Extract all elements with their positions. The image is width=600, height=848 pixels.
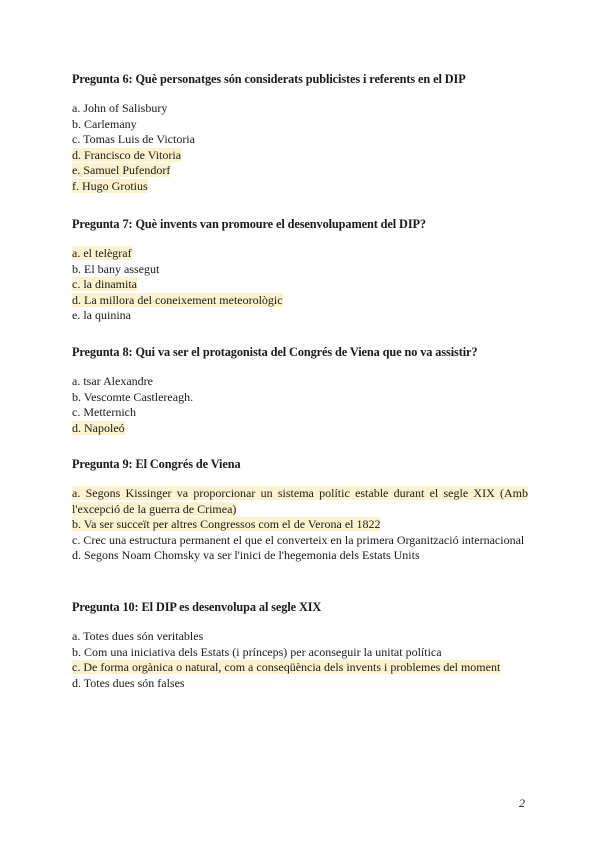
option-text-highlighted: e. Samuel Pufendorf xyxy=(72,163,171,178)
option-text: b. El bany assegut xyxy=(72,261,160,276)
option-text-highlighted: a. el telègraf xyxy=(72,246,132,260)
option-text: d. Totes dues són falses xyxy=(72,675,185,690)
option-text: b. Vescomte Castlereagh. xyxy=(72,389,194,404)
option-item xyxy=(72,293,528,309)
option-text-highlighted: f. Hugo Grotius xyxy=(72,178,148,193)
option-item xyxy=(72,421,528,437)
option-list xyxy=(72,486,528,564)
option-text: e. la quinina xyxy=(72,308,131,323)
option-text-highlighted: a. Segons Kissinger va proporcionar un sistema polític estable durant el segle XIX (Amb l'excepció de la guerra de Crimea) xyxy=(72,486,528,516)
question-title: Pregunta 9: El Congrés de Viena xyxy=(72,457,241,471)
option-item xyxy=(72,132,528,148)
option-text-highlighted: d. La millora del coneixement meteorològic xyxy=(72,292,283,307)
option-item xyxy=(72,390,528,406)
option-text: b. Com una iniciativa dels Estats (i prínceps) per aconseguir la unitat política xyxy=(72,644,442,659)
question-title: Pregunta 6: Què personatges són considerats publicistes i referents en el DIP xyxy=(72,72,466,86)
option-item xyxy=(72,308,528,324)
option-item xyxy=(72,517,528,533)
question-title: Pregunta 10: El DIP es desenvolupa al segle XIX xyxy=(72,600,322,614)
option-list xyxy=(72,246,528,324)
option-text: c. Metternich xyxy=(72,405,136,420)
question-10 xyxy=(72,600,528,691)
option-item xyxy=(72,246,528,262)
option-text: b. Carlemany xyxy=(72,116,137,131)
option-text: c. Tomas Luis de Victoria xyxy=(72,132,195,147)
option-item xyxy=(72,262,528,278)
option-item xyxy=(72,117,528,133)
option-item xyxy=(72,486,528,517)
option-item xyxy=(72,277,528,293)
option-item xyxy=(72,148,528,164)
option-item xyxy=(72,163,528,179)
question-6 xyxy=(72,72,528,195)
option-text: a. tsar Alexandre xyxy=(72,374,153,388)
option-text-highlighted: b. Va ser succeït per altres Congressos com el de Verona el 1822 xyxy=(72,517,381,532)
option-item xyxy=(72,660,528,676)
option-text: a. John of Salisbury xyxy=(72,101,168,115)
question-title: Pregunta 7: Què invents van promoure el desenvolupament del DIP? xyxy=(72,217,426,231)
option-item xyxy=(72,101,528,117)
option-text-highlighted: d. Francisco de Vitoria xyxy=(72,147,182,162)
question-8 xyxy=(72,345,528,436)
option-list xyxy=(72,374,528,436)
option-item xyxy=(72,533,528,549)
option-item xyxy=(72,629,528,645)
option-list xyxy=(72,101,528,195)
option-item xyxy=(72,405,528,421)
option-text: d. Segons Noam Chomsky va ser l'inici de l'hegemonia dels Estats Units xyxy=(72,548,420,563)
question-title: Pregunta 8: Qui va ser el protagonista del Congrés de Viena que no va assistir? xyxy=(72,345,478,359)
page-number: 2 xyxy=(519,796,525,810)
question-9 xyxy=(72,457,528,564)
option-text: c. Crec una estructura permanent el que el converteix en la primera Organització internacional xyxy=(72,532,525,547)
option-item xyxy=(72,548,528,564)
option-text-highlighted: c. la dinamita xyxy=(72,277,137,292)
option-item xyxy=(72,645,528,661)
option-text-highlighted: c. De forma orgànica o natural, com a conseqüència dels invents i problemes del moment xyxy=(72,660,501,675)
option-item xyxy=(72,676,528,692)
option-item xyxy=(72,179,528,195)
option-text-highlighted: d. Napoleó xyxy=(72,420,125,435)
option-item xyxy=(72,374,528,390)
option-list xyxy=(72,629,528,691)
question-7 xyxy=(72,217,528,324)
option-text: a. Totes dues són veritables xyxy=(72,629,204,643)
